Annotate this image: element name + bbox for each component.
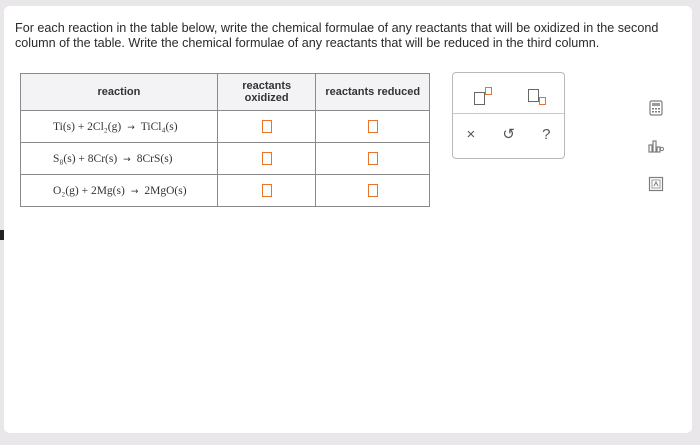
reaction-reactants: Ti(s) + 2Cl₂(g) bbox=[53, 120, 122, 133]
header-reduced: reactants reduced bbox=[316, 74, 430, 111]
reaction-arrow: → bbox=[123, 154, 131, 165]
oxidized-cell bbox=[217, 143, 316, 175]
reaction-reactants: O₂(g) + 2Mg(s) bbox=[53, 184, 125, 197]
table-row bbox=[21, 175, 430, 207]
question-text: For each reaction in the table below, write the chemical formulae of any reactants that will be oxidized in the second column of the table. Write the chemical formulae of any reactants that will be reduced in the third column. bbox=[15, 21, 659, 50]
header-oxidized: reactants oxidized bbox=[217, 74, 316, 111]
toolbox-divider bbox=[453, 113, 564, 114]
reaction-equation bbox=[21, 111, 218, 143]
header-reaction: reaction bbox=[21, 74, 218, 111]
reduced-cell bbox=[316, 111, 430, 143]
oxidized-answer-box[interactable] bbox=[262, 152, 272, 165]
oxidized-answer-box[interactable] bbox=[262, 184, 272, 197]
oxidized-answer-box[interactable] bbox=[262, 120, 272, 133]
reaction-reactants: S₈(s) + 8Cr(s) bbox=[53, 152, 118, 165]
question-panel bbox=[4, 6, 692, 433]
reaction-table bbox=[20, 73, 430, 207]
superscript-icon[interactable] bbox=[468, 86, 494, 106]
action-tools bbox=[453, 125, 564, 143]
reaction-products: 2MgO(s) bbox=[144, 184, 187, 197]
help-button[interactable]: ? bbox=[542, 125, 551, 143]
reduced-answer-box[interactable] bbox=[368, 120, 378, 133]
reduced-answer-box[interactable] bbox=[368, 152, 378, 165]
subscript-icon[interactable] bbox=[523, 86, 549, 106]
oxidized-cell bbox=[217, 111, 316, 143]
oxidized-cell bbox=[217, 175, 316, 207]
calculator-icon[interactable] bbox=[648, 100, 664, 116]
reduced-answer-box[interactable] bbox=[368, 184, 378, 197]
table-header-row bbox=[21, 74, 430, 111]
format-tools bbox=[453, 86, 564, 106]
table-row bbox=[21, 143, 430, 175]
data-icon[interactable] bbox=[648, 138, 664, 154]
reaction-equation bbox=[21, 175, 218, 207]
reduced-cell bbox=[316, 143, 430, 175]
reaction-arrow: → bbox=[130, 186, 139, 197]
reduced-cell bbox=[316, 175, 430, 207]
periodic-table-icon[interactable] bbox=[648, 176, 664, 192]
table-row bbox=[21, 111, 430, 143]
reaction-equation bbox=[21, 143, 218, 175]
undo-button[interactable]: ↺ bbox=[502, 126, 515, 143]
reaction-arrow: → bbox=[127, 122, 135, 133]
reaction-products: TiCl₄(s) bbox=[140, 120, 178, 133]
clear-button[interactable]: × bbox=[466, 125, 476, 143]
answer-toolbox bbox=[452, 72, 565, 159]
side-tools bbox=[648, 100, 670, 214]
reaction-products: 8CrS(s) bbox=[136, 152, 173, 165]
